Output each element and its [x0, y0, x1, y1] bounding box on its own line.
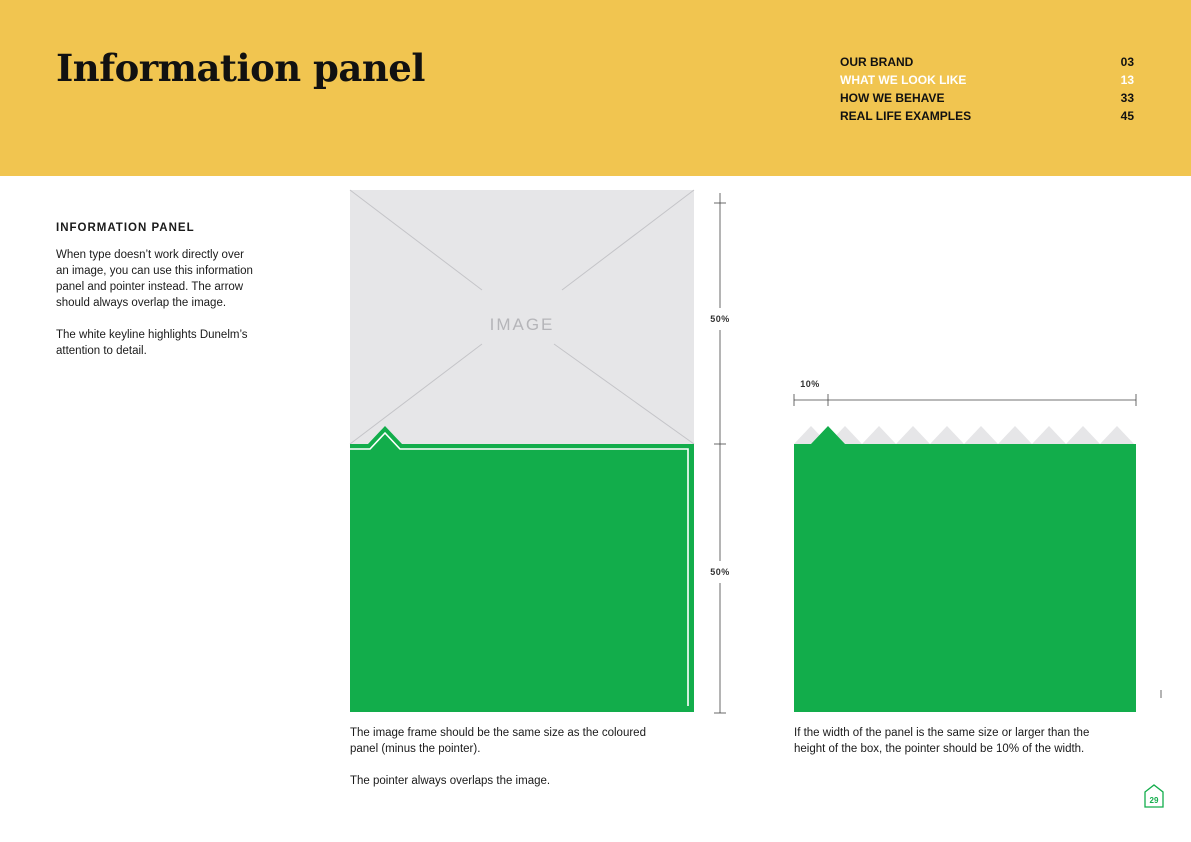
left-caption-1: The image frame should be the same size as the coloured panel (minus the pointer). — [350, 727, 646, 755]
pointer-guides — [794, 426, 1134, 444]
page-number: 29 — [1149, 796, 1159, 805]
measure-label-bottom: 50% — [710, 567, 730, 577]
nav-item-label: WHAT WE LOOK LIKE — [840, 73, 967, 87]
nav-item-page: 13 — [1120, 73, 1134, 87]
measure-label-top: 50% — [710, 314, 730, 324]
measure-label-width: 10% — [800, 379, 820, 389]
information-panel-right — [794, 426, 1136, 712]
nav-item-label: HOW WE BEHAVE — [840, 91, 945, 105]
house-icon — [1145, 785, 1163, 807]
right-caption — [794, 725, 1114, 773]
vertical-measure — [710, 193, 730, 713]
nav-item-label: REAL LIFE EXAMPLES — [840, 109, 972, 123]
image-placeholder — [350, 190, 694, 444]
nav-item-page: 33 — [1120, 91, 1134, 105]
sidebar-paragraph-2: The white keyline highlights Dunelm’s attention to detail. — [56, 329, 248, 357]
sidebar-heading: INFORMATION PANEL — [56, 222, 195, 234]
nav-item-page: 03 — [1120, 55, 1134, 69]
image-label: IMAGE — [489, 315, 555, 334]
nav-item-label: OUR BRAND — [840, 55, 914, 69]
information-panel-left — [350, 426, 694, 712]
nav-item-page: 45 — [1120, 109, 1134, 123]
left-caption-2: The pointer always overlaps the image. — [350, 775, 551, 787]
left-caption — [350, 725, 670, 805]
page-title: Information panel — [56, 46, 425, 90]
right-caption-1: If the width of the panel is the same size or larger than the height of the box, the pointer should be 10% of the width. — [794, 727, 1090, 755]
width-measure — [794, 379, 1136, 406]
sidebar-paragraph-1: When type doesn’t work directly over an image, you can use this information panel and pointer instead. The arrow should always overlap the image. — [56, 249, 253, 309]
